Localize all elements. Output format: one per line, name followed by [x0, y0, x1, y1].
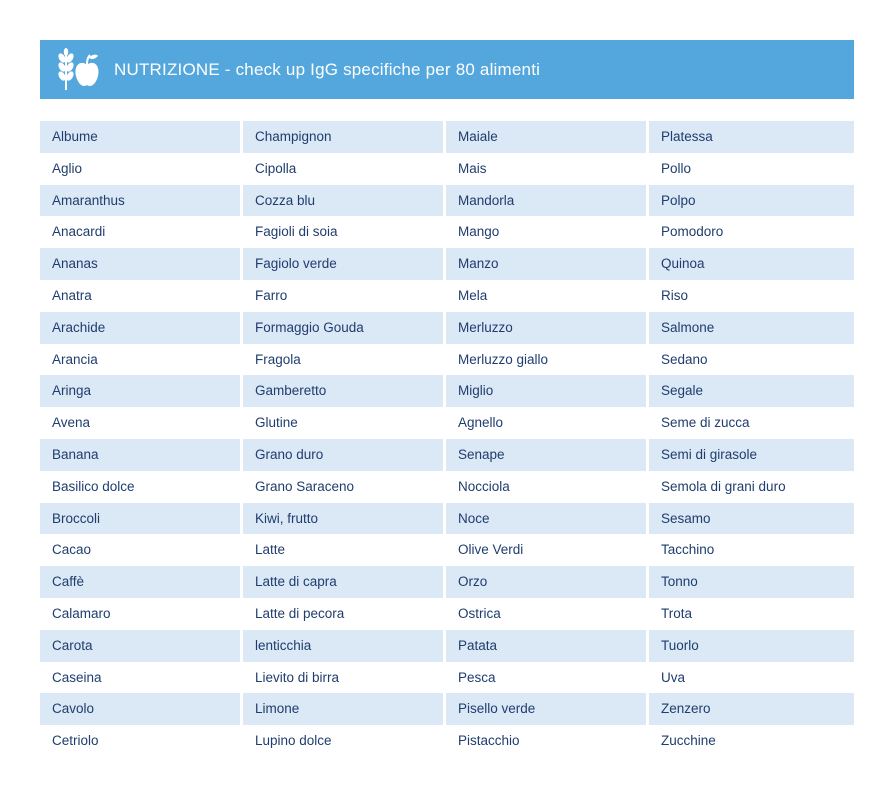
- food-item: Caseina: [52, 669, 102, 685]
- food-item: Mela: [458, 287, 488, 303]
- food-item: Arancia: [52, 351, 98, 367]
- food-item: Aringa: [40, 375, 240, 407]
- food-item: Aglio: [52, 160, 83, 176]
- food-item: Glutine: [255, 415, 298, 431]
- food-item: Lupino dolce: [255, 733, 332, 749]
- header-banner: [40, 40, 854, 99]
- food-item: Carota: [40, 630, 240, 662]
- food-item: Manzo: [446, 248, 646, 280]
- food-item: Cacao: [52, 542, 92, 558]
- food-item: Nocciola: [458, 478, 510, 494]
- food-item: Riso: [661, 287, 689, 303]
- food-item: Tacchino: [661, 542, 715, 558]
- food-item: Albume: [40, 121, 240, 153]
- food-item: Banana: [40, 439, 240, 471]
- food-item: Cipolla: [255, 160, 297, 176]
- food-item: Zenzero: [649, 693, 854, 725]
- food-item: Segale: [649, 375, 854, 407]
- food-item: Tonno: [649, 566, 854, 598]
- food-item: Sedano: [661, 351, 708, 367]
- food-item: Sesamo: [649, 503, 854, 535]
- food-item: Pistacchio: [458, 733, 520, 749]
- food-item: Merluzzo giallo: [458, 351, 549, 367]
- food-item: Agnello: [458, 415, 504, 431]
- food-item: lenticchia: [243, 630, 443, 662]
- food-item: Latte: [255, 542, 286, 558]
- food-item: Farro: [255, 287, 288, 303]
- food-item: Amaranthus: [40, 185, 240, 217]
- food-item: Merluzzo: [446, 312, 646, 344]
- food-item: Mandorla: [446, 185, 646, 217]
- food-item: Seme di zucca: [661, 415, 750, 431]
- food-item: Champignon: [243, 121, 443, 153]
- food-item: Maiale: [446, 121, 646, 153]
- food-item: Miglio: [446, 375, 646, 407]
- food-item: Cavolo: [40, 693, 240, 725]
- food-item: Formaggio Gouda: [243, 312, 443, 344]
- food-item: Anacardi: [52, 224, 106, 240]
- food-item: Ostrica: [458, 605, 501, 621]
- food-item: Uva: [661, 669, 686, 685]
- food-item: Pisello verde: [446, 693, 646, 725]
- food-item: Lievito di birra: [255, 669, 340, 685]
- food-item: Kiwi, frutto: [243, 503, 443, 535]
- food-item: Grano duro: [243, 439, 443, 471]
- food-item: Senape: [446, 439, 646, 471]
- food-item: Avena: [52, 415, 91, 431]
- wheat-apple-icon: [52, 48, 104, 92]
- food-item: Ananas: [40, 248, 240, 280]
- food-item: Patata: [446, 630, 646, 662]
- food-item: Fagioli di soia: [255, 224, 338, 240]
- food-item: Limone: [243, 693, 443, 725]
- food-item: Trota: [661, 605, 693, 621]
- food-item: Basilico dolce: [52, 478, 135, 494]
- food-item: Cozza blu: [243, 185, 443, 217]
- food-item: Tuorlo: [649, 630, 854, 662]
- food-item: Gamberetto: [243, 375, 443, 407]
- food-item: Semi di girasole: [649, 439, 854, 471]
- food-item: Latte di pecora: [255, 605, 345, 621]
- food-item: Semola di grani duro: [661, 478, 786, 494]
- food-item: Polpo: [649, 185, 854, 217]
- food-item: Mais: [458, 160, 487, 176]
- food-item: Anatra: [52, 287, 92, 303]
- food-list-table: [40, 121, 854, 757]
- food-item: Zucchine: [661, 733, 716, 749]
- food-item: Pollo: [661, 160, 692, 176]
- food-item: Salmone: [649, 312, 854, 344]
- food-item: Platessa: [649, 121, 854, 153]
- food-item: Pesca: [458, 669, 496, 685]
- food-item: Mango: [458, 224, 500, 240]
- food-item: Fagiolo verde: [243, 248, 443, 280]
- food-item: Arachide: [40, 312, 240, 344]
- food-item: Calamaro: [52, 605, 111, 621]
- food-item: Olive Verdi: [458, 542, 524, 558]
- food-item: Quinoa: [649, 248, 854, 280]
- food-item: Cetriolo: [52, 733, 99, 749]
- food-item: Broccoli: [40, 503, 240, 535]
- food-item: Pomodoro: [661, 224, 724, 240]
- food-item: Noce: [446, 503, 646, 535]
- food-item: Grano Saraceno: [255, 478, 355, 494]
- food-item: Fragola: [255, 351, 301, 367]
- page-title: NUTRIZIONE - check up IgG specifiche per 80 alimenti: [114, 60, 541, 79]
- food-item: Latte di capra: [243, 566, 443, 598]
- food-item: Orzo: [446, 566, 646, 598]
- food-item: Caffè: [40, 566, 240, 598]
